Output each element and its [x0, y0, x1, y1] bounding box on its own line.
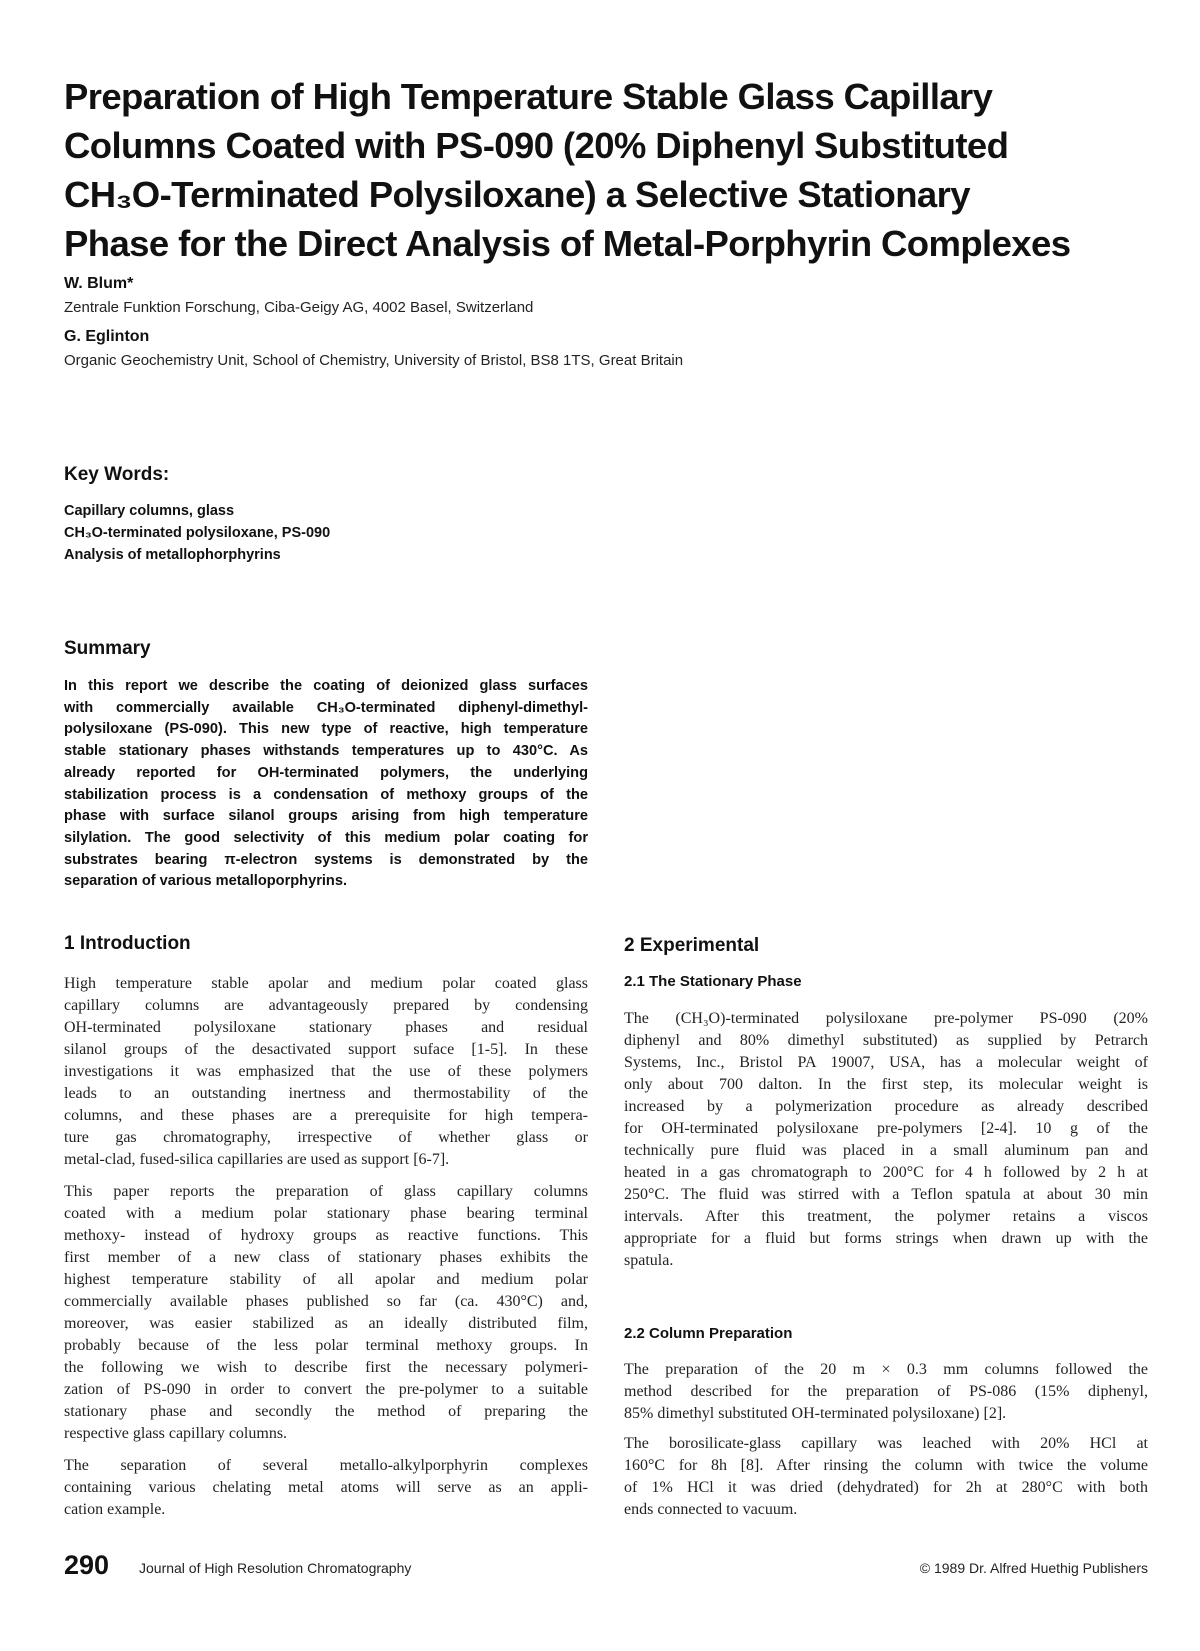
keyword-item: Capillary columns, glass [64, 503, 235, 519]
keywords-heading: Key Words: [64, 464, 170, 485]
introduction-heading: 1 Introduction [64, 933, 191, 954]
author-name: G. Eglinton [64, 328, 150, 345]
author-affiliation: Zentrale Funktion Forschung, Ciba-Geigy AG, 4002 Basel, Switzerland [64, 299, 534, 316]
text-line: Systems, Inc., Bristol PA 19007, USA, has a molecular weight of [624, 1054, 1148, 1071]
text-line: first member of a new class of stationary phases exhibits the [64, 1249, 588, 1266]
text-line: columns, and these phases are a prerequisite for high tempera- [64, 1107, 588, 1124]
author-affiliation: Organic Geochemistry Unit, School of Chemistry, University of Bristol, BS8 1TS, Great Britain [64, 352, 684, 369]
text-line: silanol groups of the desactivated support suface [1-5]. In these [64, 1041, 588, 1058]
text-line: leads to an outstanding inertness and thermostability of the [64, 1085, 588, 1102]
summary-line: substrates bearing π-electron systems is demonstrated by the [64, 851, 588, 868]
text-line: High temperature stable apolar and medium polar coated glass [64, 975, 588, 992]
text-line: OH-terminated polysiloxane stationary phases and residual [64, 1019, 588, 1036]
keyword-item: CH₃O-terminated polysiloxane, PS-090 [64, 525, 331, 541]
text-line: coated with a medium polar stationary phase bearing terminal [64, 1205, 588, 1222]
text-line: stationary phase and secondly the method of preparing the [64, 1403, 588, 1420]
title-line: Phase for the Direct Analysis of Metal-Porphyrin Complexes [64, 223, 1071, 264]
author-name: W. Blum* [64, 275, 134, 292]
experimental-heading: 2 Experimental [624, 935, 760, 956]
summary-line: stable stationary phases withstands temperatures up to 430°C. As [64, 743, 588, 760]
column-preparation-heading: 2.2 Column Preparation [624, 1325, 793, 1342]
text-line: for OH-terminated polysiloxane pre-polymers [2-4]. 10 g of the [624, 1120, 1148, 1137]
text-line: 85% dimethyl substituted OH-terminated polysiloxane) [2]. [624, 1405, 1007, 1422]
text-line: The (CH₃O)-terminated polysiloxane pre-polymer PS-090 (20% [624, 1010, 1148, 1027]
text-line: ture gas chromatography, irrespective of whether glass or [64, 1129, 588, 1146]
stationary-phase-heading: 2.1 The Stationary Phase [624, 973, 802, 990]
text-line: diphenyl and 80% dimethyl substituted) as supplied by Petrarch [624, 1032, 1148, 1049]
text-line: investigations it was emphasized that the use of these polymers [64, 1063, 588, 1080]
text-line: 160°C for 8h [8]. After rinsing the column with twice the volume [624, 1457, 1148, 1474]
text-line: ends connected to vacuum. [624, 1501, 798, 1518]
summary-line: phase with surface silanol groups arising from high temperature [64, 808, 588, 825]
stationary-phase-paragraph [624, 1008, 1148, 1272]
title-line: CH₃O-Terminated Polysiloxane) a Selective Stationary [64, 174, 970, 215]
summary-line: In this report we describe the coating of deionized glass surfaces [64, 678, 588, 694]
copyright-notice: © 1989 Dr. Alfred Huethig Publishers [919, 1560, 1148, 1576]
text-line: respective glass capillary columns. [64, 1425, 288, 1442]
column-preparation-paragraph [624, 1433, 1148, 1521]
keywords-list [64, 500, 330, 566]
title-line: Columns Coated with PS-090 (20% Diphenyl Substituted [64, 125, 1009, 166]
keyword-item: Analysis of metallophorphyrins [64, 547, 281, 563]
text-line: of 1% HCl it was dried (dehydrated) for 2h at 280°C with both [624, 1479, 1148, 1496]
journal-name: Journal of High Resolution Chromatography [139, 1560, 412, 1576]
article-title [64, 72, 1144, 268]
text-line: The borosilicate-glass capillary was leached with 20% HCl at [624, 1435, 1148, 1452]
summary-line: polysiloxane (PS-090). This new type of reactive, high temperature [64, 721, 588, 738]
introduction-paragraph [64, 973, 588, 1171]
text-line: methoxy- instead of hydroxy groups as reactive functions. This [64, 1227, 588, 1244]
text-line: The preparation of the 20 m × 0.3 mm columns followed the [624, 1361, 1148, 1378]
summary-line: stabilization process is a condensation of methoxy groups of the [64, 786, 588, 803]
text-line: probably because of the less polar terminal methoxy groups. In [64, 1337, 588, 1354]
text-line: heated in a gas chromatograph to 200°C for 4 h followed by 2 h at [624, 1164, 1148, 1181]
text-line: appropriate for a fluid but forms strings when drawn up with the [624, 1230, 1148, 1247]
summary-line: with commercially available CH₃O-terminated diphenyl-dimethyl- [64, 699, 588, 716]
summary-line: separation of various metalloporphyrins. [64, 873, 348, 890]
text-line: capillary columns are advantageously prepared by condensing [64, 997, 588, 1014]
text-line: spatula. [624, 1252, 674, 1269]
summary-line: silylation. The good selectivity of this medium polar coating for [64, 829, 588, 846]
text-line: only about 700 dalton. In the first step, its molecular weight is [624, 1076, 1148, 1093]
page-number: 290 [64, 1550, 110, 1580]
summary-heading: Summary [64, 638, 151, 659]
text-line: technically pure fluid was placed in a small aluminum pan and [624, 1142, 1148, 1159]
text-line: the following we wish to describe first the necessary polymeri- [64, 1359, 588, 1376]
introduction-paragraph [64, 1181, 588, 1445]
text-line: zation of PS-090 in order to convert the pre-polymer to a suitable [64, 1381, 588, 1398]
summary-abstract [64, 676, 588, 893]
text-line: highest temperature stability of all apolar and medium polar [64, 1271, 588, 1288]
summary-line: already reported for OH-terminated polymers, the underlying [64, 764, 588, 781]
text-line: method described for the preparation of PS-086 (15% diphenyl, [624, 1383, 1148, 1400]
text-line: moreover, was easier stabilized as an ideally distributed film, [64, 1315, 588, 1332]
text-line: containing various chelating metal atoms will serve as an appli- [64, 1479, 588, 1496]
text-line: 250°C. The fluid was stirred with a Teflon spatula at about 30 min [624, 1186, 1148, 1203]
text-line: commercially available phases published so far (ca. 430°C) and, [64, 1293, 588, 1310]
introduction-paragraph [64, 1455, 588, 1521]
text-line: metal-clad, fused-silica capillaries are used as support [6-7]. [64, 1151, 450, 1168]
column-preparation-paragraph [624, 1359, 1148, 1425]
text-line: cation example. [64, 1501, 166, 1518]
title-line: Preparation of High Temperature Stable Glass Capillary [64, 76, 993, 117]
text-line: The separation of several metallo-alkylporphyrin complexes [64, 1457, 588, 1474]
text-line: increased by a polymerization procedure as already described [624, 1098, 1148, 1115]
text-line: intervals. After this treatment, the polymer retains a viscos [624, 1208, 1148, 1225]
text-line: This paper reports the preparation of glass capillary columns [64, 1183, 588, 1200]
